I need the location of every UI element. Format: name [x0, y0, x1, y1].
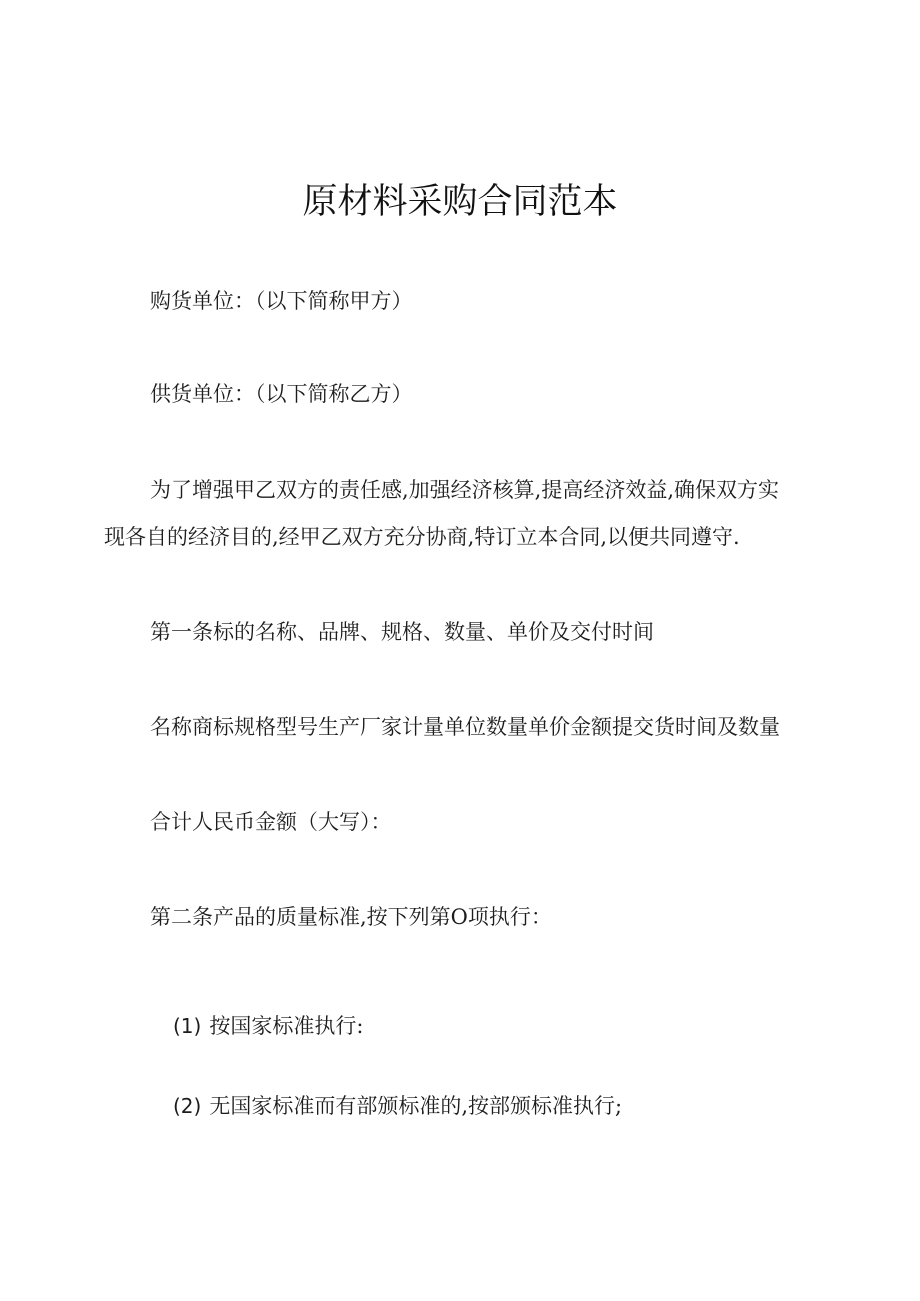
list-item — [173, 1012, 363, 1040]
article-1-heading: 第一条标的名称、品牌、规格、数量、单价及交付时间 — [150, 620, 654, 644]
list-item-text: 按国家标准执行: — [209, 1014, 364, 1038]
buyer-line: 购货单位：（以下简称甲方） — [150, 289, 413, 313]
article-2-heading: 第二条产品的质量标准,按下列第O项执行： — [150, 905, 552, 929]
table-header-line: 名称商标规格型号生产厂家计量单位数量单价金额提交货时间及数量 — [150, 715, 780, 739]
list-item-number: (2) — [173, 1094, 202, 1118]
intro-paragraph-line-2: 现各自的经济目的,经甲乙双方充分协商,特订立本合同,以便共同遵守. — [104, 525, 740, 549]
total-amount-line: 合计人民币金额（大写）： — [150, 810, 392, 834]
list-item-text: 无国家标准而有部颁标准的,按部颁标准执行; — [209, 1094, 623, 1118]
document-title: 原材料采购合同范本 — [302, 182, 618, 222]
list-item — [173, 1092, 622, 1120]
supplier-line: 供货单位：（以下简称乙方） — [150, 382, 413, 406]
intro-paragraph-line-1: 为了增强甲乙双方的责任感,加强经济核算,提高经济效益,确保双方实 — [150, 478, 780, 502]
list-item-number: (1) — [173, 1014, 202, 1038]
